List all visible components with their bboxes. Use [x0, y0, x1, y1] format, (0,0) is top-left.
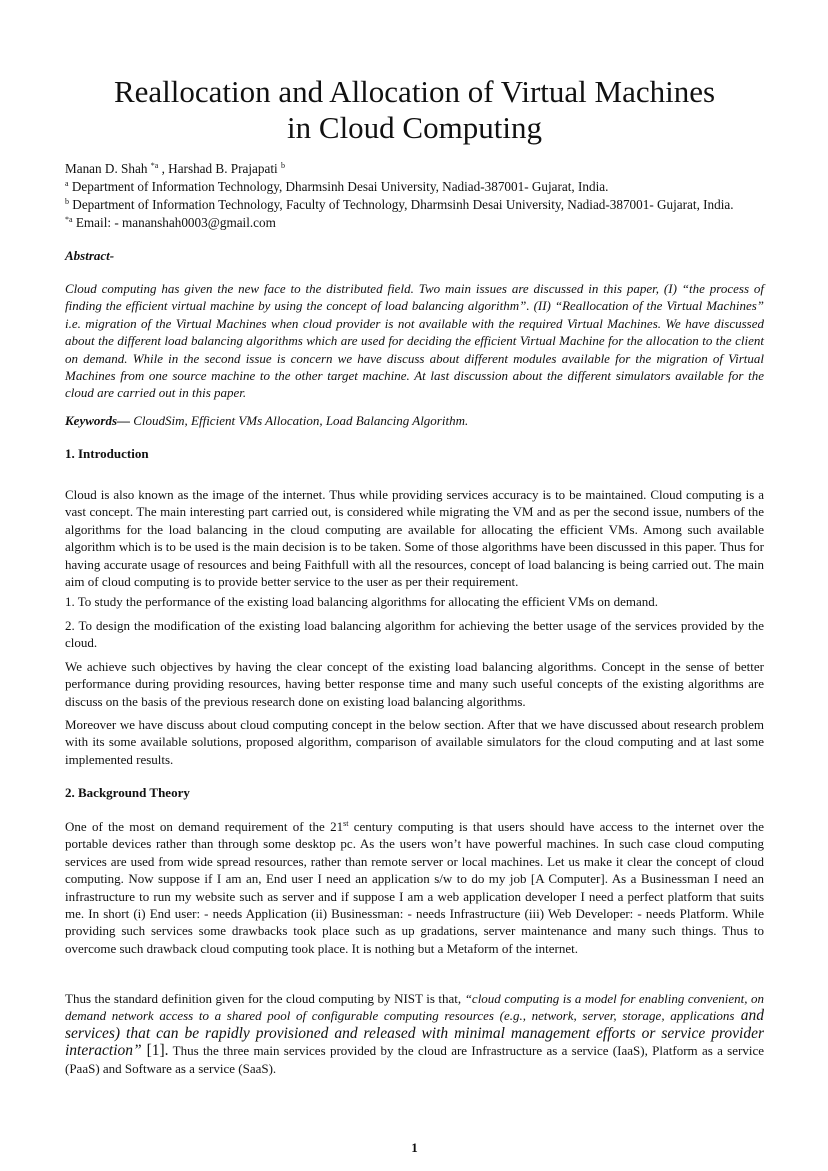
affiliation-b-text: Department of Information Technology, Faculty of Technology, Dharmsinh Desai University, Nadiad-387001- Gujarat, India.	[69, 197, 734, 212]
affiliation-a-text: Department of Information Technology, Dharmsinh Desai University, Nadiad-387001- Gujarat, India.	[68, 179, 609, 194]
intro-paragraph-1: Cloud is also known as the image of the internet. Thus while providing services accuracy is to be maintained. Cloud computing is a vast concept. The main interesting part carried out, is considered while migrating the VM and as per the second issue, numbers of the algorithms for the load balancing in the cloud computing are available for allocating the efficient VMs. Among such available algorithm which is to be used is the main decision is to be taken. Some of those algorithms have been discussed in this paper. Thus for having accurate usage of resources and being Faithfull with all the resources, concept of load balancing is being carried out. The main aim of cloud computing is to provide better service to the user as per their requirement.	[65, 487, 764, 590]
page-number: 1	[411, 1140, 418, 1155]
nist-quote-part-1: “cloud computing is a model for enabling convenient, on demand network access to a shared pool of configurable computing resources (e.g., network, server, storage, applications	[65, 991, 764, 1024]
intro-objective-2: 2. To design the modification of the existing load balancing algorithm for achieving the better usage of the services provided by the cloud.	[65, 618, 764, 651]
author-2: , Harshad B. Prajapati	[158, 161, 281, 176]
paper-title	[65, 74, 764, 146]
title-line-2: in Cloud Computing	[287, 110, 542, 145]
author-email	[65, 214, 764, 232]
affiliation-a	[65, 178, 764, 196]
background-p1-rest: century computing is that users should have access to the internet over the portable devices rather than through some desktop pc. As the users won’t have powerful machines. In such case cloud computing services are used from wide spread resources, rather than remote server or local machines. Let us make it clear the concept of cloud computing. Now suppose if I am an, End user I need an application s/w to do my job [A Computer]. As a Businessman I need an infrastructure to run my website such as server and if suppose I am a web application developer I need a perfect platform that suits me. In short (i) End user: - needs Application (ii) Businessman: - needs Infrastructure (iii) Web Developer: - needs Platform. While providing such services some drawbacks took place such as up gradations, server maintenance and many such things. Thus to overcome such drawback cloud computing took place. It is nothing but a Metaform of the internet.	[65, 819, 764, 956]
keywords-label: Keywords—	[65, 413, 130, 428]
author-block	[65, 160, 764, 232]
author-2-sup: b	[280, 161, 285, 170]
affiliation-b	[65, 196, 764, 214]
citation-ref: [1].	[141, 1042, 169, 1060]
title-line-1: Reallocation and Allocation of Virtual Machines	[113, 74, 716, 109]
nist-quote-part-2: and services) that can be rapidly provisioned and released with minimal management efforts or service provider interaction”	[65, 1007, 764, 1060]
keywords-text: CloudSim, Efficient VMs Allocation, Load Balancing Algorithm.	[130, 413, 469, 428]
background-paragraph-2	[65, 990, 764, 1077]
email-sup: *a	[65, 215, 73, 224]
author-1-sup: *a	[150, 161, 159, 170]
services-sentence: Thus the three main services provided by the cloud are Infrastructure as a service (IaaS), Platform as a service (PaaS) and Software as a service (SaaS).	[65, 1043, 764, 1076]
background-p1-start: One of the most on demand requirement of the 21	[65, 819, 344, 834]
nist-intro: Thus the standard definition given for the cloud computing by NIST is that,	[65, 991, 465, 1006]
abstract-heading: Abstract-	[65, 248, 115, 263]
intro-paragraph-5: Moreover we have discuss about cloud computing concept in the below section. After that we have discussed about research problem with its some available solutions, proposed algorithm, comparison of available simulators for the cloud computing and at last some implemented results.	[65, 717, 764, 767]
email-text: Email: - mananshah0003@gmail.com	[72, 215, 276, 230]
affiliation-a-sup: a	[65, 179, 69, 188]
century-suffix: st	[343, 819, 349, 828]
section-heading-introduction: 1. Introduction	[65, 446, 149, 461]
background-paragraph-1	[65, 818, 764, 957]
affiliation-b-sup: b	[65, 197, 69, 206]
abstract-text: Cloud computing has given the new face to the distributed field. Two main issues are discussed in this paper, (I) “the process of finding the efficient virtual machine by using the concept of load balancing algorithm”. (II) “Reallocation of the Virtual Machines” i.e. migration of the Virtual Machines when cloud provider is not available with the required Virtual Machines. We have discussed about the different load balancing algorithms which are used for deciding the efficient Virtual Machine for the allocation to the client on demand. While in the second issue is concern we have discuss about different modules available for the migration of Virtual Machines from one source machine to the other target machine. At last discussion about the different simulators available for the cloud are carried out in this paper.	[65, 281, 764, 401]
author-1: Manan D. Shah	[65, 161, 151, 176]
intro-objective-1: 1. To study the performance of the existing load balancing algorithms for allocating the efficient VMs on demand.	[65, 594, 658, 609]
author-line	[65, 160, 764, 178]
keywords-line	[65, 413, 468, 429]
intro-paragraph-4: We achieve such objectives by having the clear concept of the existing load balancing algorithms. Concept in the sense of better performance during providing resources, having better response time and many such useful concepts of the existing algorithms are discuss on the basis of the previous research done on existing load balancing algorithms.	[65, 659, 764, 709]
section-heading-background: 2. Background Theory	[65, 785, 190, 800]
